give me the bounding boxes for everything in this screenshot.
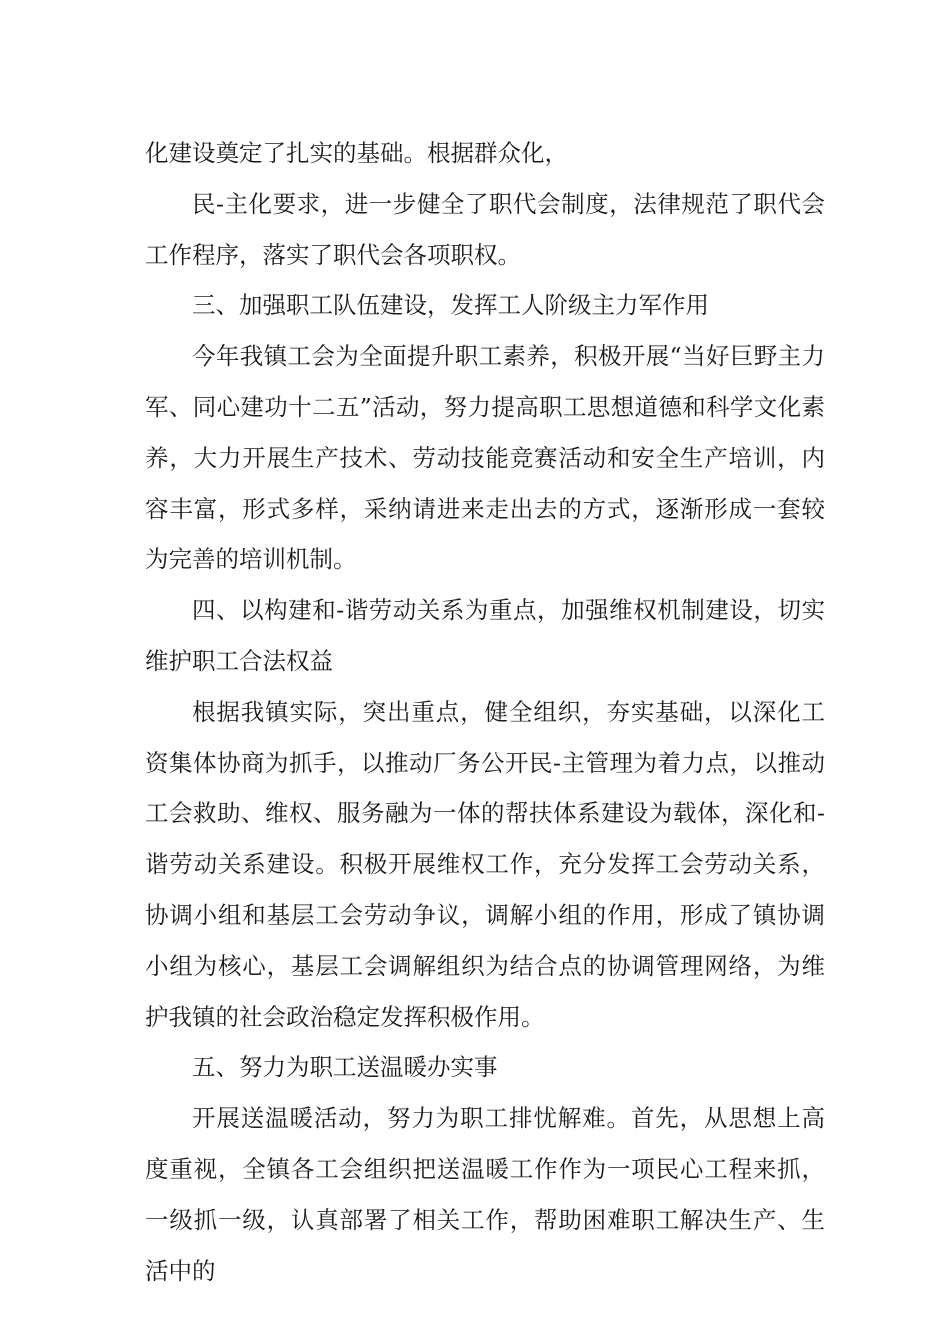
paragraph-warmth-activities: 开展送温暖活动，努力为职工排忧解难。首先，从思想上高度重视，全镇各工会组织把送温暖工作作为一项民心工程来抓，一级抓一级，认真部署了相关工作，帮助困难职工解决生产、生活中的 [145,1104,825,1285]
paragraph-continuation: 化建设奠定了扎实的基础。根据群众化， [145,139,568,167]
section-heading-5: 五、努力为职工送温暖办实事 [192,1053,498,1082]
paragraph-worker-training: 今年我镇工会为全面提升职工素养，积极开展“当好巨野主力军、同心建功十二五”活动，努力提高职工思想道德和科学文化素养，大力开展生产技术、劳动技能竞赛活动和安全生产培训，内容丰富，形式多样，采纳请进来走出去的方式，逐渐形成一套较为完善的培训机制。 [145,342,825,574]
section-heading-4: 四、以构建和-谐劳动关系为重点，加强维权机制建设，切实维护职工合法权益 [145,596,825,675]
paragraph-democratic-management: 民-主化要求，进一步健全了职代会制度，法律规范了职代会工作程序，落实了职代会各项职权。 [145,189,825,269]
section-heading-3: 三、加强职工队伍建设，发挥工人阶级主力军作用 [192,291,709,320]
document-body [145,128,825,1296]
paragraph-rights-protection: 根据我镇实际，突出重点，健全组织，夯实基础，以深化工资集体协商为抓手，以推动厂务公开民-主管理为着力点，以推动工会救助、维权、服务融为一体的帮扶体系建设为载体，深化和-谐劳动关系建设。积极开展维权工作，充分发挥工会劳动关系，协调小组和基层工会劳动争议，调解小组的作用，形成了镇协调小组为核心，基层工会调解组织为结合点的协调管理网络，为维护我镇的社会政治稳定发挥积极作用。 [145,697,825,1031]
